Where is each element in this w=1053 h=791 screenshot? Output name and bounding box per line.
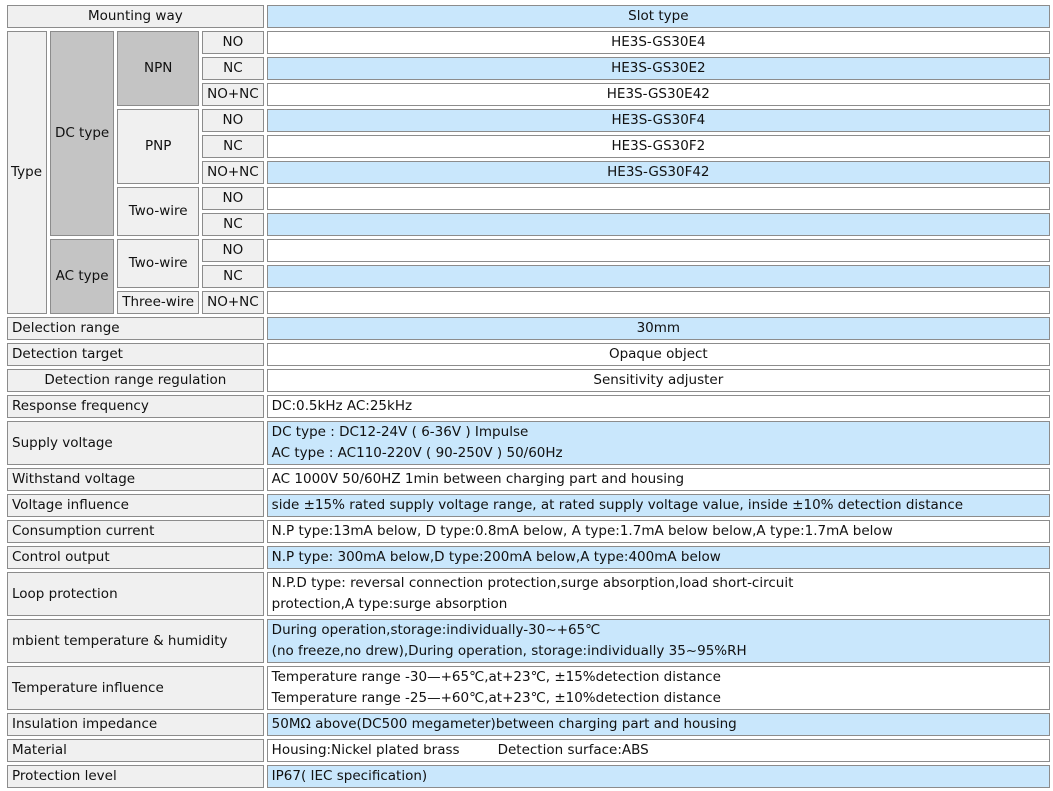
spec-row [7, 546, 1050, 569]
ac-three-wire-label: Three-wire [117, 291, 199, 314]
spec-row [7, 572, 1050, 616]
spec-label: Detection range regulation [7, 369, 264, 392]
spec-value-line: protection,A type:surge absorption [271, 596, 508, 612]
spec-row [7, 317, 1050, 340]
spec-label: Withstand voltage [7, 468, 264, 491]
model-cell: HE3S-GS30E42 [267, 83, 1050, 106]
ac-type-label: AC type [50, 239, 114, 314]
pnp-label: PNP [117, 109, 199, 184]
contact-cell: NO [202, 109, 264, 132]
spec-table [4, 2, 1053, 791]
contact-cell: NO [202, 187, 264, 210]
spec-value [267, 666, 1050, 710]
spec-row [7, 395, 1050, 418]
contact-cell: NC [202, 265, 264, 288]
spec-row [7, 494, 1050, 517]
dc-two-wire-label: Two-wire [117, 187, 199, 236]
spec-label: Consumption current [7, 520, 264, 543]
spec-value [267, 421, 1050, 465]
spec-row [7, 421, 1050, 465]
type-row [7, 239, 1050, 262]
spec-label: Control output [7, 546, 264, 569]
contact-cell: NC [202, 57, 264, 80]
spec-row [7, 520, 1050, 543]
spec-row [7, 369, 1050, 392]
model-cell [267, 265, 1050, 288]
spec-label: Voltage influence [7, 494, 264, 517]
dc-type-label: DC type [50, 31, 114, 236]
type-label: Type [7, 31, 47, 314]
model-cell [267, 187, 1050, 210]
spec-value-line: During operation,storage:individually-30~+65℃ [271, 622, 601, 638]
spec-value-line: DC type : DC12-24V ( 6-36V ) Impulse [271, 424, 529, 440]
model-cell: HE3S-GS30E4 [267, 31, 1050, 54]
contact-cell: NO+NC [202, 291, 264, 314]
mounting-way-label: Mounting way [7, 5, 264, 28]
contact-cell: NO+NC [202, 83, 264, 106]
spec-value: Opaque object [267, 343, 1050, 366]
spec-row [7, 619, 1050, 663]
contact-cell: NO+NC [202, 161, 264, 184]
spec-row [7, 666, 1050, 710]
spec-row [7, 765, 1050, 788]
spec-value: DC:0.5kHz AC:25kHz [267, 395, 1050, 418]
mounting-way-row [7, 5, 1050, 28]
model-cell: HE3S-GS30F2 [267, 135, 1050, 158]
spec-value [267, 619, 1050, 663]
spec-value: 50MΩ above(DC500 megameter)between charging part and housing [267, 713, 1050, 736]
model-cell: HE3S-GS30F42 [267, 161, 1050, 184]
ac-two-wire-label: Two-wire [117, 239, 199, 288]
spec-value-line: (no freeze,no drew),During operation, storage:individually 35~95%RH [271, 643, 747, 659]
spec-label: Temperature influence [7, 666, 264, 710]
spec-value: side ±15% rated supply voltage range, at rated supply voltage value, inside ±10% detection distance [267, 494, 1050, 517]
model-cell: HE3S-GS30E2 [267, 57, 1050, 80]
material-surface: Detection surface:ABS [497, 742, 649, 758]
model-cell [267, 239, 1050, 262]
spec-label: Material [7, 739, 264, 762]
spec-label: Supply voltage [7, 421, 264, 465]
type-row [7, 291, 1050, 314]
spec-label: Insulation impedance [7, 713, 264, 736]
model-cell: HE3S-GS30F4 [267, 109, 1050, 132]
spec-label: Loop protection [7, 572, 264, 616]
spec-value [267, 739, 1050, 762]
spec-label: mbient temperature & humidity [7, 619, 264, 663]
contact-cell: NO [202, 239, 264, 262]
spec-value: IP67( IEC specification) [267, 765, 1050, 788]
model-cell [267, 213, 1050, 236]
spec-value-line: N.P.D type: reversal connection protection,surge absorption,load short-circuit [271, 575, 794, 591]
spec-label: Delection range [7, 317, 264, 340]
spec-value-line: Temperature range -30—+65℃,at+23℃, ±15%detection distance [271, 669, 721, 685]
spec-label: Response frequency [7, 395, 264, 418]
spec-value: N.P type:13mA below, D type:0.8mA below, A type:1.7mA below below,A type:1.7mA below [267, 520, 1050, 543]
mounting-way-value: Slot type [267, 5, 1050, 28]
spec-label: Detection target [7, 343, 264, 366]
contact-cell: NC [202, 213, 264, 236]
spec-value [267, 572, 1050, 616]
material-housing: Housing:Nickel plated brass [271, 742, 460, 758]
npn-label: NPN [117, 31, 199, 106]
spec-value-line: AC type : AC110-220V ( 90-250V ) 50/60Hz [271, 445, 563, 461]
type-row [7, 187, 1050, 210]
type-row [7, 109, 1050, 132]
contact-cell: NO [202, 31, 264, 54]
model-cell [267, 291, 1050, 314]
spec-value-line: Temperature range -25—+60℃,at+23℃, ±10%detection distance [271, 690, 721, 706]
spec-value: 30mm [267, 317, 1050, 340]
spec-value: AC 1000V 50/60HZ 1min between charging part and housing [267, 468, 1050, 491]
spec-value: N.P type: 300mA below,D type:200mA below,A type:400mA below [267, 546, 1050, 569]
spec-row [7, 739, 1050, 762]
spec-row [7, 468, 1050, 491]
type-row [7, 31, 1050, 54]
spec-label: Protection level [7, 765, 264, 788]
spec-value: Sensitivity adjuster [267, 369, 1050, 392]
spec-row [7, 713, 1050, 736]
contact-cell: NC [202, 135, 264, 158]
spec-row [7, 343, 1050, 366]
